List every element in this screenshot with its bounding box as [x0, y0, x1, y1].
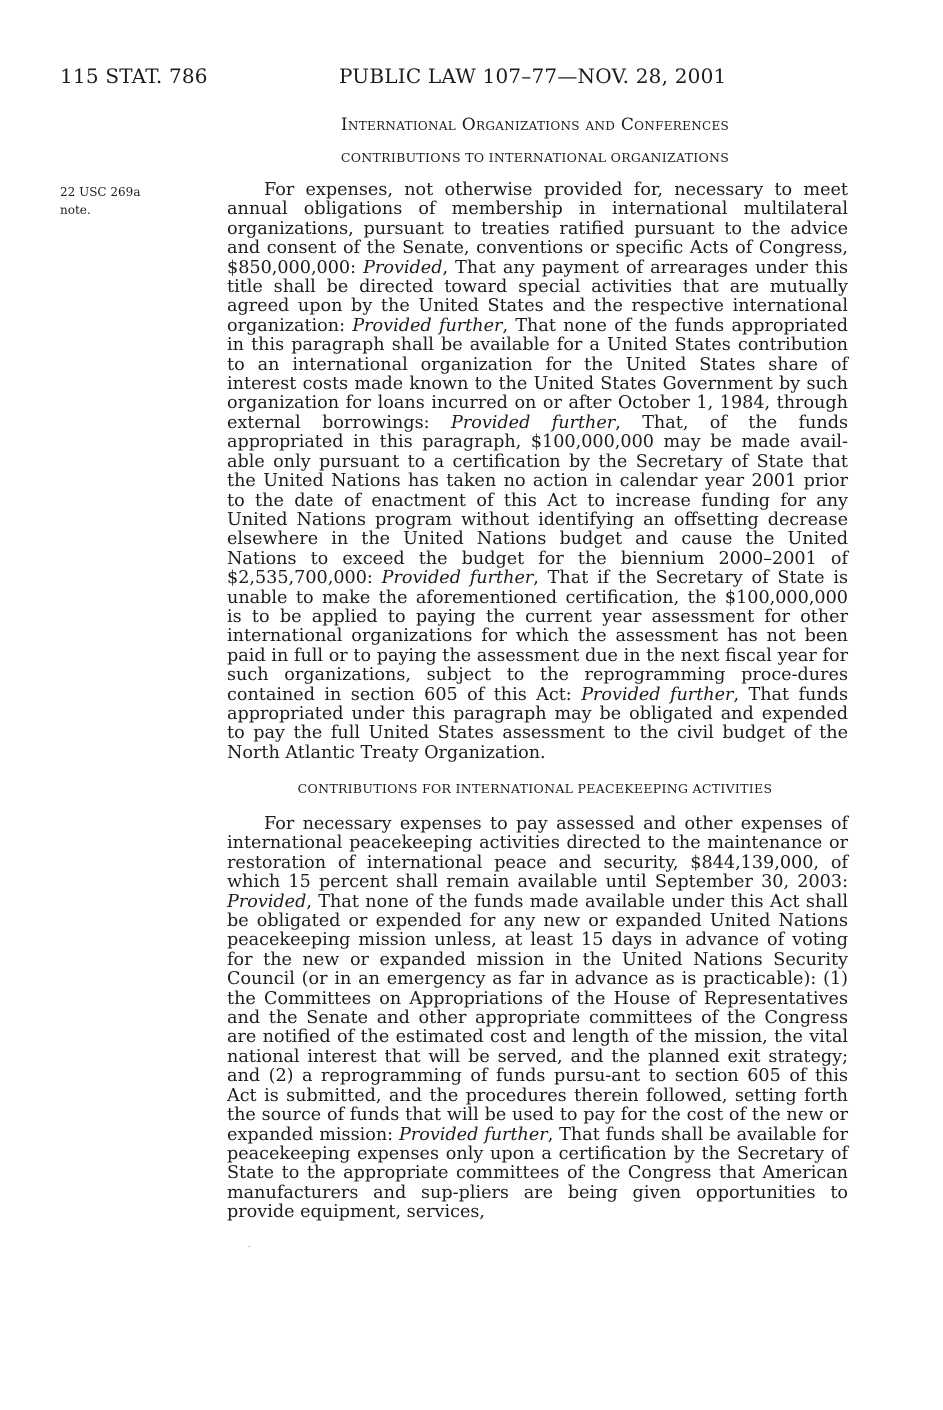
proviso-term: Provided further — [581, 684, 734, 705]
margin-note — [60, 183, 140, 219]
peacekeeping-heading: CONTRIBUTIONS FOR INTERNATIONAL PEACEKEEPING ACTIVITIES — [297, 781, 773, 796]
contributions-paragraph — [227, 181, 848, 763]
text-run: For necessary expenses to pay assessed and other expenses of international peacekeeping activities directed to the maintenance or restoration of international peace and security, $844,139,000, of which 15 percent shall remain available until September 30, 2003: — [227, 814, 848, 893]
public-law-running-head: PUBLIC LAW 107–77—NOV. 28, 2001 — [339, 64, 727, 88]
proviso-term: Provided further — [352, 315, 503, 336]
proviso-term: Provided further — [398, 1124, 548, 1145]
text-run: , That none of the funds appropriated in this paragraph shall be available for a United States contribution to an international organization for the United States share of interest costs made known to the United States Government by such organization for loans incurred on or after October 1, 1984, through external borrowings: — [227, 315, 848, 433]
stat-page-number: 115 STAT. 786 — [60, 64, 208, 88]
text-run: , That any payment of arrearages under this title shall be directed toward special activities that are mutually agreed upon by the United States and the respective international organization: — [227, 257, 848, 336]
proviso-term: Provided — [227, 891, 307, 912]
proviso-term: Provided further — [450, 412, 616, 433]
scan-speck — [248, 1246, 250, 1247]
text-run: , That, of the funds appropriated in this paragraph, $100,000,000 may be made avail-able only pursuant to a certification by the Secretary of State that the United Nations has taken no action in calendar year 2001 prior to the date of enactment of this Act to increase funding for any United Nations program without identifying an offsetting decrease elsewhere in the United Nations budget and cause the United Nations to exceed the budget for the biennium 2000–2001 of $2,535,700,000: — [227, 412, 848, 589]
text-run: , That funds shall be available for peacekeeping expenses only upon a certification by the Secretary of State to the appropriate committees of the Congress that American manufacturers and sup-pliers are being given opportunities to provide equipment, services, — [227, 1124, 848, 1223]
section-heading: International Organizations and Conferences — [340, 115, 730, 135]
proviso-term: Provided — [363, 257, 443, 278]
peacekeeping-paragraph — [227, 815, 848, 1223]
text-run: , That if the Secretary of State is unable to make the aforementioned certification, the $100,000,000 is to be applied to paying the current year assessment for other international organizations for which the assessment has not been paid in full or to paying the assessment due in the next fiscal year for such organizations, subject to the reprogramming proce-dures contained in section 605 of this Act: — [227, 568, 848, 705]
proviso-term: Provided further — [381, 568, 534, 589]
text-run: For expenses, not otherwise provided for, necessary to meet annual obligations of membership in international multilateral organizations, pursuant to treaties ratified pursuant to the advice and consent of the Senate, conventions or specific Acts of Congress, $850,000,000: — [227, 180, 848, 278]
margin-note-citation: 22 USC 269a — [60, 185, 141, 199]
text-run: , That funds appropriated under this paragraph may be obligated and expended to pay the full United States assessment to the civil budget of the North Atlantic Treaty Organization. — [227, 684, 849, 763]
text-run: , That none of the funds made available under this Act shall be obligated or expended for any new or expanded United Nations peacekeeping mission unless, at least 15 days in advance of voting for the new or expanded mission in the United Nations Security Council (or in an emergency as far in advance as is practicable): (1) the Committees on Appropriations of the House of Representatives and the Senate and other appropriate committees of the Congress are notified of the estimated cost and length of the mission, the vital national interest that will be served, and the planned exit strategy; and (2) a reprogramming of funds pursu-ant to section 605 of this Act is submitted, and the procedures therein followed, setting forth the source of funds that will be used to pay for the cost of the new or expanded mission: — [227, 891, 848, 1145]
margin-note-suffix: note. — [60, 203, 91, 217]
contributions-heading: CONTRIBUTIONS TO INTERNATIONAL ORGANIZATIONS — [340, 150, 730, 165]
